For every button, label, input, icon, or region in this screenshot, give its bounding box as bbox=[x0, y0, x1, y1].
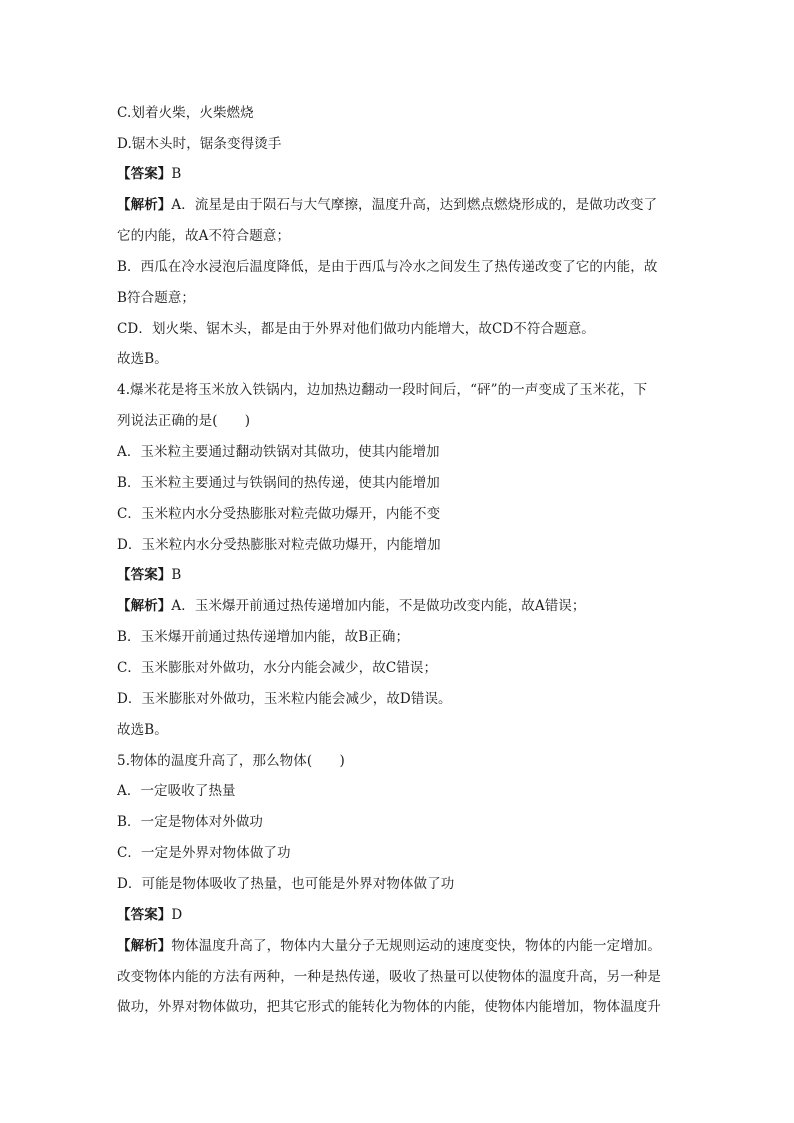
answer-line bbox=[117, 566, 687, 584]
analysis-tag: 【解析】 bbox=[117, 598, 172, 614]
answer-tag: 【答案】 bbox=[117, 166, 172, 182]
question-5-option-d: D．可能是物体吸收了热量，也可能是外界对物体做了功 bbox=[117, 876, 455, 892]
analysis-line: B．玉米爆开前通过热传递增加内能，故B正确； bbox=[117, 629, 410, 645]
question-5-stem: 5.物体的温度升高了，那么物体( ) bbox=[117, 753, 345, 769]
conclusion-line: 故选B。 bbox=[117, 722, 168, 738]
analysis-text: A．玉米爆开前通过热传递增加内能，不是做功改变内能，故A错误； bbox=[171, 598, 586, 614]
question-4-option-c: C．玉米粒内水分受热膨胀对粒壳做功爆开，内能不变 bbox=[117, 506, 441, 522]
answer-value: B bbox=[171, 166, 182, 182]
analysis-line: CD．划火柴、锯木头，都是由于外界对他们做功内能增大，故CD不符合题意。 bbox=[117, 321, 595, 337]
analysis-line bbox=[117, 597, 687, 615]
question-4-stem: 4.爆米花是将玉米放入铁锅内，边加热边翻动一段时间后，“砰”的一声变成了玉米花，下 bbox=[117, 382, 648, 398]
line-option-c: C.划着火柴，火柴燃烧 bbox=[117, 105, 254, 121]
analysis-text: A．流星是由于陨石与大气摩擦，温度升高，达到燃点燃烧形成的，是做功改变了 bbox=[171, 197, 658, 213]
question-4-stem: 列说法正确的是( ) bbox=[117, 413, 251, 429]
analysis-line: 做功，外界对物体做功，把其它形式的能转化为物体的内能，使物体内能增加，物体温度升 bbox=[117, 999, 661, 1015]
analysis-line: 它的内能，故A不符合题意； bbox=[117, 228, 291, 244]
answer-tag: 【答案】 bbox=[117, 567, 172, 583]
question-5-option-a: A．一定吸收了热量 bbox=[117, 783, 236, 799]
analysis-line: B符合题意； bbox=[117, 290, 196, 306]
question-4-option-d: D．玉米粒内水分受热膨胀对粒壳做功爆开，内能增加 bbox=[117, 537, 441, 553]
analysis-line: D．玉米膨胀对外做功，玉米粒内能会减少，故D错误。 bbox=[117, 691, 452, 707]
answer-line bbox=[117, 906, 687, 924]
answer-value: B bbox=[171, 567, 182, 583]
conclusion-line: 故选B。 bbox=[117, 351, 168, 367]
question-5-option-c: C．一定是外界对物体做了功 bbox=[117, 845, 291, 861]
analysis-line: 改变物体内能的方法有两种，一种是热传递，吸收了热量可以使物体的温度升高，另一种是 bbox=[117, 969, 661, 985]
analysis-line: B．西瓜在冷水浸泡后温度降低，是由于西瓜与冷水之间发生了热传递改变了它的内能，故 bbox=[117, 259, 658, 275]
answer-tag: 【答案】 bbox=[117, 907, 172, 923]
question-4-option-b: B．玉米粒主要通过与铁锅间的热传递，使其内能增加 bbox=[117, 475, 440, 491]
analysis-text: 物体温度升高了，物体内大量分子无规则运动的速度变快，物体的内能一定增加。 bbox=[171, 938, 662, 954]
analysis-tag: 【解析】 bbox=[117, 938, 172, 954]
analysis-line bbox=[117, 937, 687, 955]
answer-value: D bbox=[171, 907, 183, 923]
analysis-line bbox=[117, 196, 687, 214]
question-4-option-a: A．玉米粒主要通过翻动铁锅对其做功，使其内能增加 bbox=[117, 444, 440, 460]
analysis-line: C．玉米膨胀对外做功，水分内能会减少，故C错误； bbox=[117, 660, 438, 676]
question-5-option-b: B．一定是物体对外做功 bbox=[117, 814, 264, 830]
line-option-d: D.锯木头时，锯条变得烫手 bbox=[117, 136, 282, 152]
analysis-tag: 【解析】 bbox=[117, 197, 172, 213]
answer-line bbox=[117, 165, 687, 183]
